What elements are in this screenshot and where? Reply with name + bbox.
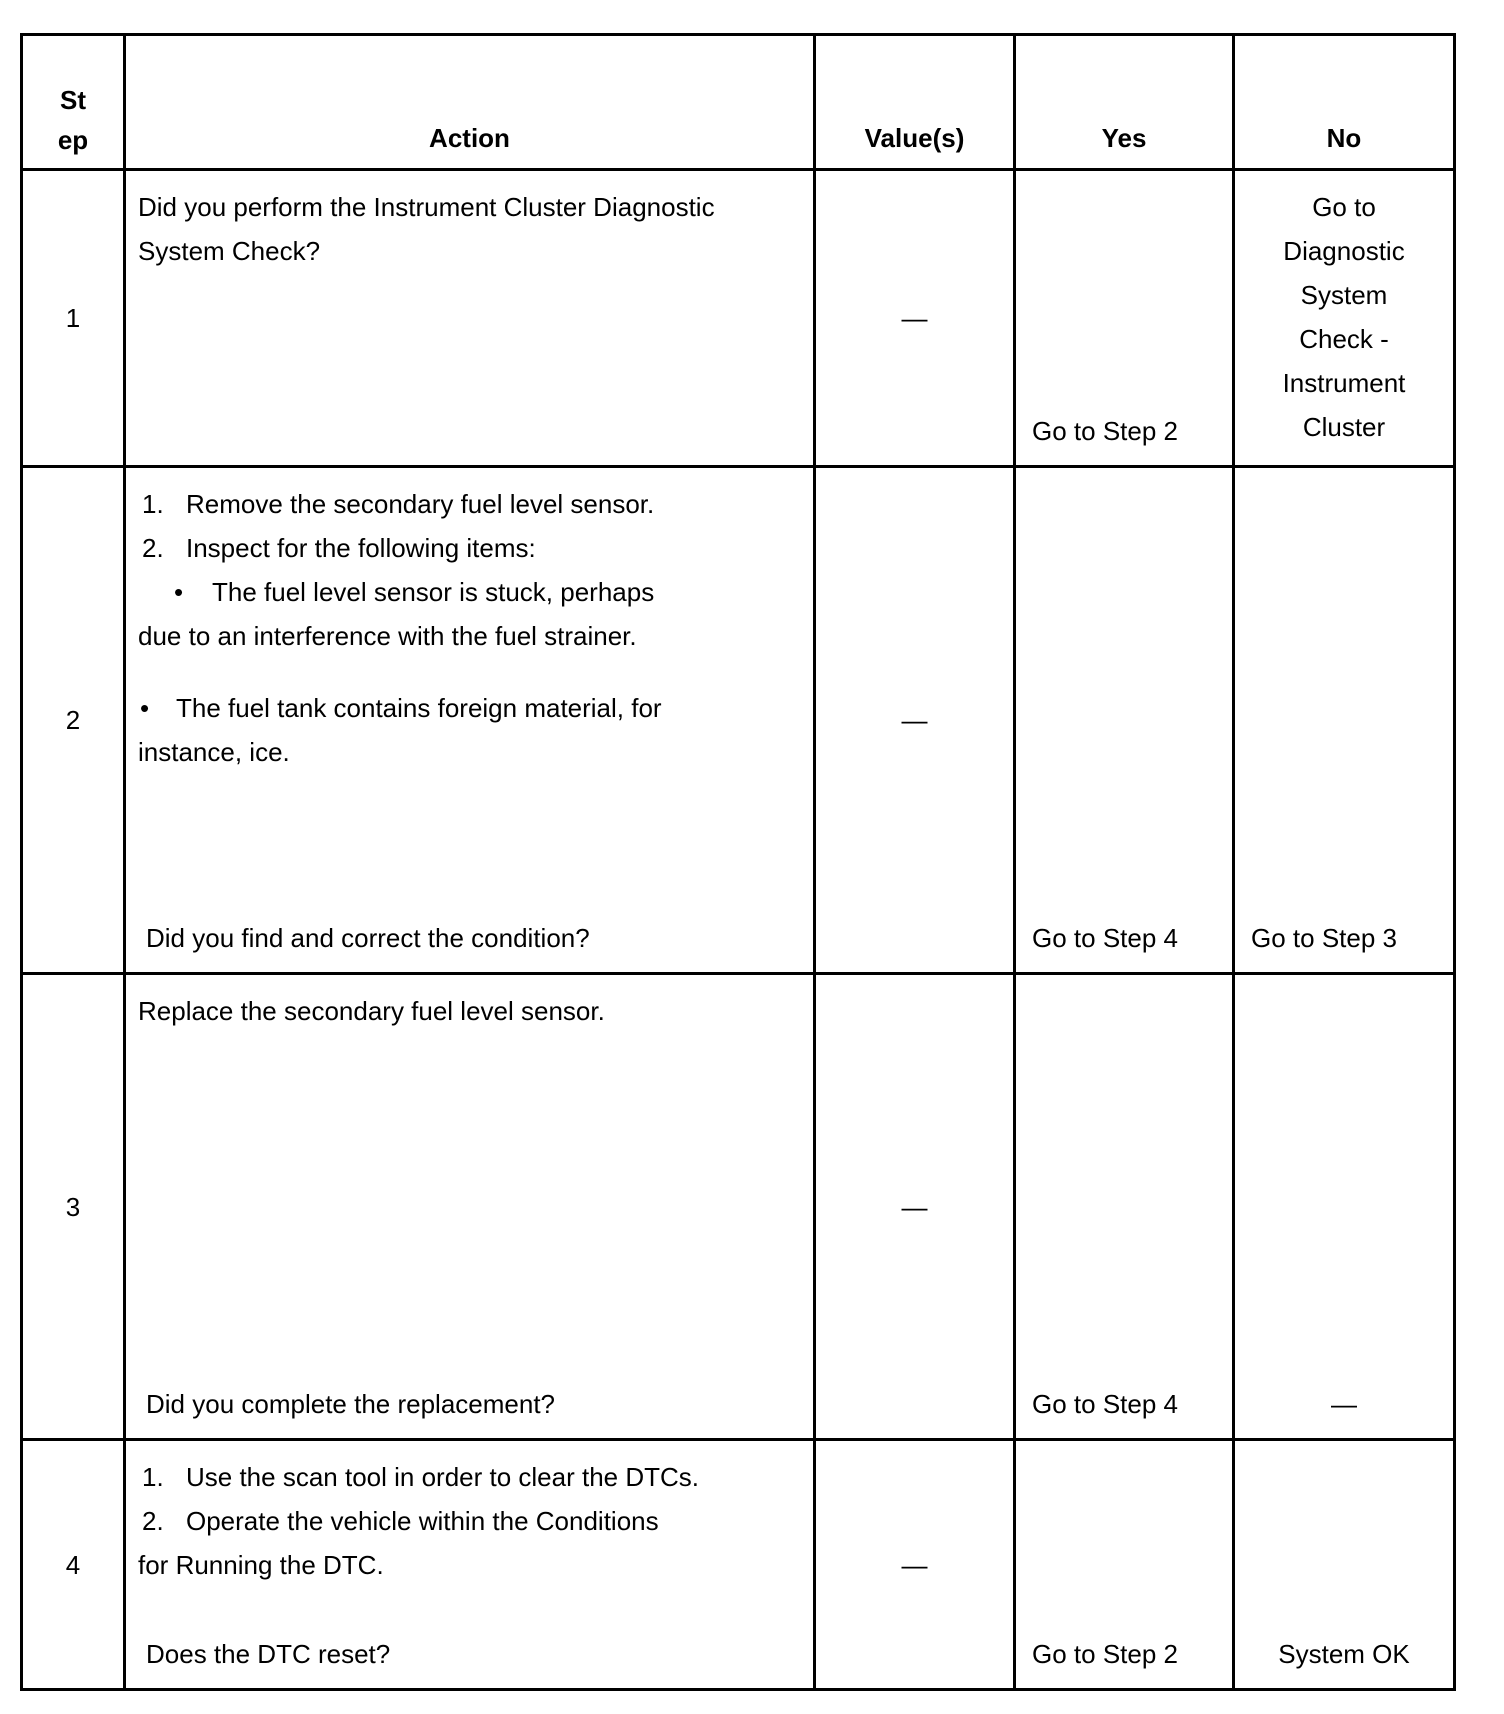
action-text: Replace the secondary fuel level sensor. — [138, 996, 605, 1026]
yes-cell — [1015, 467, 1234, 974]
no-value: — — [1331, 1389, 1357, 1419]
header-step-line2: ep — [57, 125, 89, 155]
list-item — [138, 1455, 801, 1499]
yes-link[interactable]: Go to Step 4 — [1032, 923, 1178, 953]
list-number: 2. — [142, 1506, 164, 1536]
step-number: 1 — [22, 170, 125, 467]
action-cell — [125, 1440, 815, 1690]
no-line[interactable]: Instrument — [1282, 368, 1406, 398]
yes-cell — [1015, 1440, 1234, 1690]
yes-link[interactable]: Go to Step 2 — [1032, 416, 1178, 446]
table-row — [22, 170, 1455, 467]
table-row — [22, 467, 1455, 974]
no-cell — [1234, 974, 1455, 1440]
step-number: 3 — [22, 974, 125, 1440]
yes-cell — [1015, 974, 1234, 1440]
no-link[interactable]: Go to Step 3 — [1251, 923, 1397, 953]
no-line[interactable]: Check - — [1299, 324, 1389, 354]
no-line[interactable]: Diagnostic — [1283, 236, 1405, 266]
no-cell — [1234, 1440, 1455, 1690]
yes-link[interactable]: Go to Step 2 — [1032, 1639, 1178, 1669]
step-number: 4 — [22, 1440, 125, 1690]
yes-link[interactable]: Go to Step 4 — [1032, 1389, 1178, 1419]
bullet-item — [138, 570, 801, 614]
header-step — [22, 35, 125, 170]
bullet-text-cont: instance, ice. — [138, 737, 290, 767]
list-text: Operate the vehicle within the Conditions — [186, 1506, 659, 1536]
no-cell — [1234, 467, 1455, 974]
value-cell: — — [815, 974, 1015, 1440]
table-row — [22, 974, 1455, 1440]
step-number: 2 — [22, 467, 125, 974]
no-line[interactable]: System — [1300, 280, 1388, 310]
list-item — [138, 1499, 801, 1543]
header-step-line1: St — [60, 85, 86, 115]
table-row — [22, 1440, 1455, 1690]
diagnostic-table — [20, 33, 1456, 1691]
list-text: Remove the secondary fuel level sensor. — [186, 489, 655, 519]
list-text-cont: for Running the DTC. — [138, 1550, 384, 1580]
question-text: Does the DTC reset? — [146, 1639, 391, 1669]
header-values: Value(s) — [815, 35, 1015, 170]
header-yes: Yes — [1015, 35, 1234, 170]
question-text: Did you find and correct the condition? — [146, 923, 590, 953]
value-cell: — — [815, 1440, 1015, 1690]
bullet-item — [138, 686, 801, 730]
action-cell — [125, 467, 815, 974]
list-item — [138, 526, 801, 570]
bullet-icon: • — [140, 693, 150, 723]
bullet-text: The fuel level sensor is stuck, perhaps — [212, 577, 655, 607]
value-cell: — — [815, 467, 1015, 974]
list-text: Use the scan tool in order to clear the DTCs. — [186, 1462, 700, 1492]
no-line[interactable]: Cluster — [1302, 412, 1386, 442]
bullet-text-cont: due to an interference with the fuel strainer. — [138, 621, 637, 651]
header-action: Action — [125, 35, 815, 170]
list-number: 1. — [142, 489, 164, 519]
header-no: No — [1234, 35, 1455, 170]
action-cell — [125, 170, 815, 467]
yes-cell — [1015, 170, 1234, 467]
bullet-icon: • — [174, 577, 184, 607]
bullet-text: The fuel tank contains foreign material, for — [176, 693, 662, 723]
list-number: 1. — [142, 1462, 164, 1492]
action-cell — [125, 974, 815, 1440]
action-text: Did you perform the Instrument Cluster Diagnostic System Check? — [138, 192, 715, 266]
question-text: Did you complete the replacement? — [146, 1389, 556, 1419]
no-line[interactable]: Go to — [1312, 192, 1376, 222]
list-text: Inspect for the following items: — [186, 533, 536, 563]
header-row — [22, 35, 1455, 170]
no-link[interactable]: System OK — [1278, 1639, 1410, 1669]
no-cell — [1234, 170, 1455, 467]
list-item — [138, 482, 801, 526]
value-cell: — — [815, 170, 1015, 467]
list-number: 2. — [142, 533, 164, 563]
